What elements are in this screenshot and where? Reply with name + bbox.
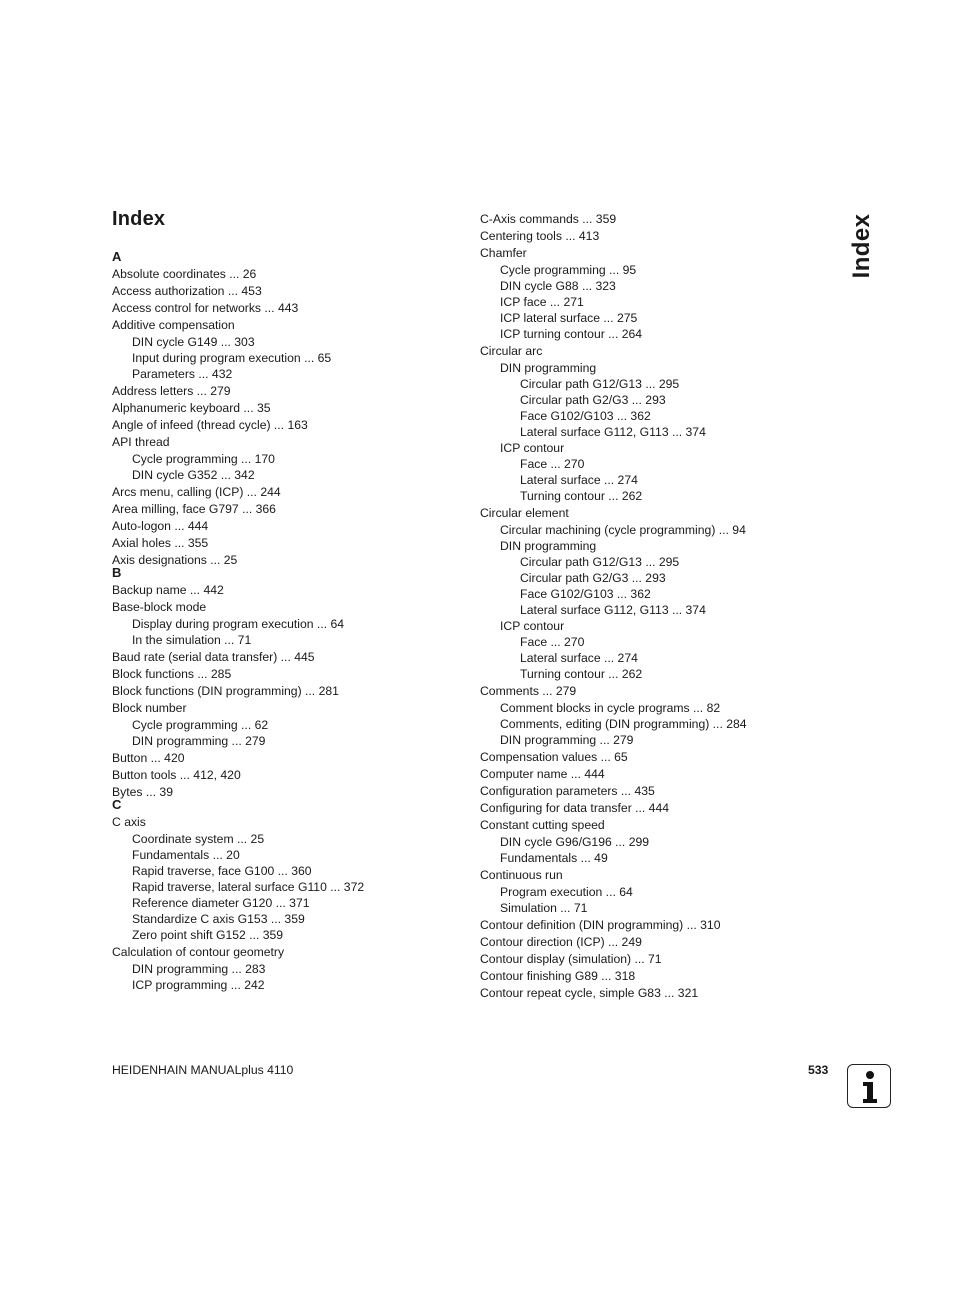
index-entry: Lateral surface G112, G113 ... 374 bbox=[520, 603, 706, 617]
index-entry: API thread bbox=[112, 435, 170, 449]
index-entry: Lateral surface ... 274 bbox=[520, 651, 638, 665]
index-entry: Contour definition (DIN programming) ... 310 bbox=[480, 918, 721, 932]
index-entry: ICP face ... 271 bbox=[500, 295, 584, 309]
index-entry: Calculation of contour geometry bbox=[112, 945, 285, 959]
index-entry: ICP lateral surface ... 275 bbox=[500, 311, 638, 325]
index-letter-heading: A bbox=[112, 249, 122, 264]
index-entry: Circular path G2/G3 ... 293 bbox=[520, 571, 666, 585]
index-entry: Circular path G12/G13 ... 295 bbox=[520, 377, 680, 391]
index-entry: Compensation values ... 65 bbox=[480, 750, 628, 764]
index-entry: Contour display (simulation) ... 71 bbox=[480, 952, 662, 966]
index-entry: Lateral surface ... 274 bbox=[520, 473, 638, 487]
index-entry: Block functions (DIN programming) ... 281 bbox=[112, 684, 339, 698]
index-entry: Fundamentals ... 20 bbox=[132, 848, 240, 862]
index-entry: Rapid traverse, face G100 ... 360 bbox=[132, 864, 312, 878]
index-entry: DIN programming ... 279 bbox=[132, 734, 266, 748]
index-entry: ICP contour bbox=[500, 441, 565, 455]
index-entry: Comment blocks in cycle programs ... 82 bbox=[500, 701, 721, 715]
index-entry: Standardize C axis G153 ... 359 bbox=[132, 912, 305, 926]
index-entry: Circular machining (cycle programming) ... 94 bbox=[500, 523, 746, 537]
index-entry: Area milling, face G797 ... 366 bbox=[112, 502, 276, 516]
index-entry: Base-block mode bbox=[112, 600, 207, 614]
index-entry: Configuring for data transfer ... 444 bbox=[480, 801, 670, 815]
info-icon bbox=[847, 1064, 891, 1108]
index-entry: Alphanumeric keyboard ... 35 bbox=[112, 401, 271, 415]
index-entry: Absolute coordinates ... 26 bbox=[112, 267, 257, 281]
index-entry: Additive compensation bbox=[112, 318, 235, 332]
index-entry: Reference diameter G120 ... 371 bbox=[132, 896, 310, 910]
index-entry: DIN cycle G88 ... 323 bbox=[500, 279, 616, 293]
index-entry: Circular arc bbox=[480, 344, 543, 358]
index-entry: Lateral surface G112, G113 ... 374 bbox=[520, 425, 706, 439]
index-entry: Angle of infeed (thread cycle) ... 163 bbox=[112, 418, 308, 432]
index-entry: ICP programming ... 242 bbox=[132, 978, 265, 992]
side-tab-label: Index bbox=[848, 213, 875, 279]
index-entry: Computer name ... 444 bbox=[480, 767, 605, 781]
index-entry: Auto-logon ... 444 bbox=[112, 519, 209, 533]
index-entry: Centering tools ... 413 bbox=[480, 229, 600, 243]
index-entry: ICP contour bbox=[500, 619, 565, 633]
index-entry: DIN programming ... 279 bbox=[500, 733, 634, 747]
index-entry: DIN cycle G149 ... 303 bbox=[132, 335, 255, 349]
index-letter-heading: C bbox=[112, 797, 122, 812]
index-entry: Face G102/G103 ... 362 bbox=[520, 409, 651, 423]
index-entry: Button ... 420 bbox=[112, 751, 185, 765]
index-entry: DIN cycle G352 ... 342 bbox=[132, 468, 255, 482]
index-entry: Baud rate (serial data transfer) ... 445 bbox=[112, 650, 315, 664]
index-entry: DIN cycle G96/G196 ... 299 bbox=[500, 835, 650, 849]
index-entry: Rapid traverse, lateral surface G110 ... 372 bbox=[132, 880, 365, 894]
index-entry: ICP turning contour ... 264 bbox=[500, 327, 643, 341]
index-entry: Access authorization ... 453 bbox=[112, 284, 262, 298]
index-entry: Fundamentals ... 49 bbox=[500, 851, 608, 865]
index-entry: Bytes ... 39 bbox=[112, 785, 173, 799]
index-entry: Cycle programming ... 170 bbox=[132, 452, 275, 466]
index-entry: Parameters ... 432 bbox=[132, 367, 233, 381]
index-entry: Address letters ... 279 bbox=[112, 384, 231, 398]
index-entry: Face ... 270 bbox=[520, 457, 585, 471]
footer-manual-title: HEIDENHAIN MANUALplus 4110 bbox=[112, 1063, 294, 1077]
index-entry: Contour finishing G89 ... 318 bbox=[480, 969, 636, 983]
index-entry: Circular element bbox=[480, 506, 569, 520]
index-entry: Access control for networks ... 443 bbox=[112, 301, 299, 315]
index-entry: C-Axis commands ... 359 bbox=[480, 212, 617, 226]
index-entry: Continuous run bbox=[480, 868, 563, 882]
index-entry: Zero point shift G152 ... 359 bbox=[132, 928, 284, 942]
index-entry: DIN programming ... 283 bbox=[132, 962, 266, 976]
index-entry: Block functions ... 285 bbox=[112, 667, 232, 681]
index-entry: Configuration parameters ... 435 bbox=[480, 784, 655, 798]
index-entry: Turning contour ... 262 bbox=[520, 489, 643, 503]
index-entry: Chamfer bbox=[480, 246, 527, 260]
index-entry: Turning contour ... 262 bbox=[520, 667, 643, 681]
index-entry: Display during program execution ... 64 bbox=[132, 617, 345, 631]
index-entry: Axial holes ... 355 bbox=[112, 536, 209, 550]
index-entry: Cycle programming ... 95 bbox=[500, 263, 637, 277]
index-entry: Circular path G2/G3 ... 293 bbox=[520, 393, 666, 407]
index-entry: Face ... 270 bbox=[520, 635, 585, 649]
index-entry: Contour direction (ICP) ... 249 bbox=[480, 935, 642, 949]
index-entry: Arcs menu, calling (ICP) ... 244 bbox=[112, 485, 281, 499]
index-entry: In the simulation ... 71 bbox=[132, 633, 252, 647]
index-entry: Button tools ... 412, 420 bbox=[112, 768, 241, 782]
index-entry: Comments ... 279 bbox=[480, 684, 577, 698]
index-entry: Input during program execution ... 65 bbox=[132, 351, 332, 365]
index-entry: Backup name ... 442 bbox=[112, 583, 224, 597]
index-entry: DIN programming bbox=[500, 361, 597, 375]
index-entry: Coordinate system ... 25 bbox=[132, 832, 265, 846]
index-entry: Contour repeat cycle, simple G83 ... 321 bbox=[480, 986, 699, 1000]
index-entry: Program execution ... 64 bbox=[500, 885, 633, 899]
index-entry: Simulation ... 71 bbox=[500, 901, 588, 915]
index-entry: DIN programming bbox=[500, 539, 597, 553]
index-entry: Cycle programming ... 62 bbox=[132, 718, 269, 732]
index-entry: Block number bbox=[112, 701, 187, 715]
index-entry: Face G102/G103 ... 362 bbox=[520, 587, 651, 601]
index-entry: C axis bbox=[112, 815, 146, 829]
page-number: 533 bbox=[808, 1063, 829, 1077]
page-title: Index bbox=[112, 208, 166, 230]
index-entry: Axis designations ... 25 bbox=[112, 553, 238, 567]
index-letter-heading: B bbox=[112, 565, 122, 580]
side-tab bbox=[838, 202, 888, 288]
index-entry: Comments, editing (DIN programming) ... 284 bbox=[500, 717, 747, 731]
index-entry: Circular path G12/G13 ... 295 bbox=[520, 555, 680, 569]
index-entry: Constant cutting speed bbox=[480, 818, 605, 832]
